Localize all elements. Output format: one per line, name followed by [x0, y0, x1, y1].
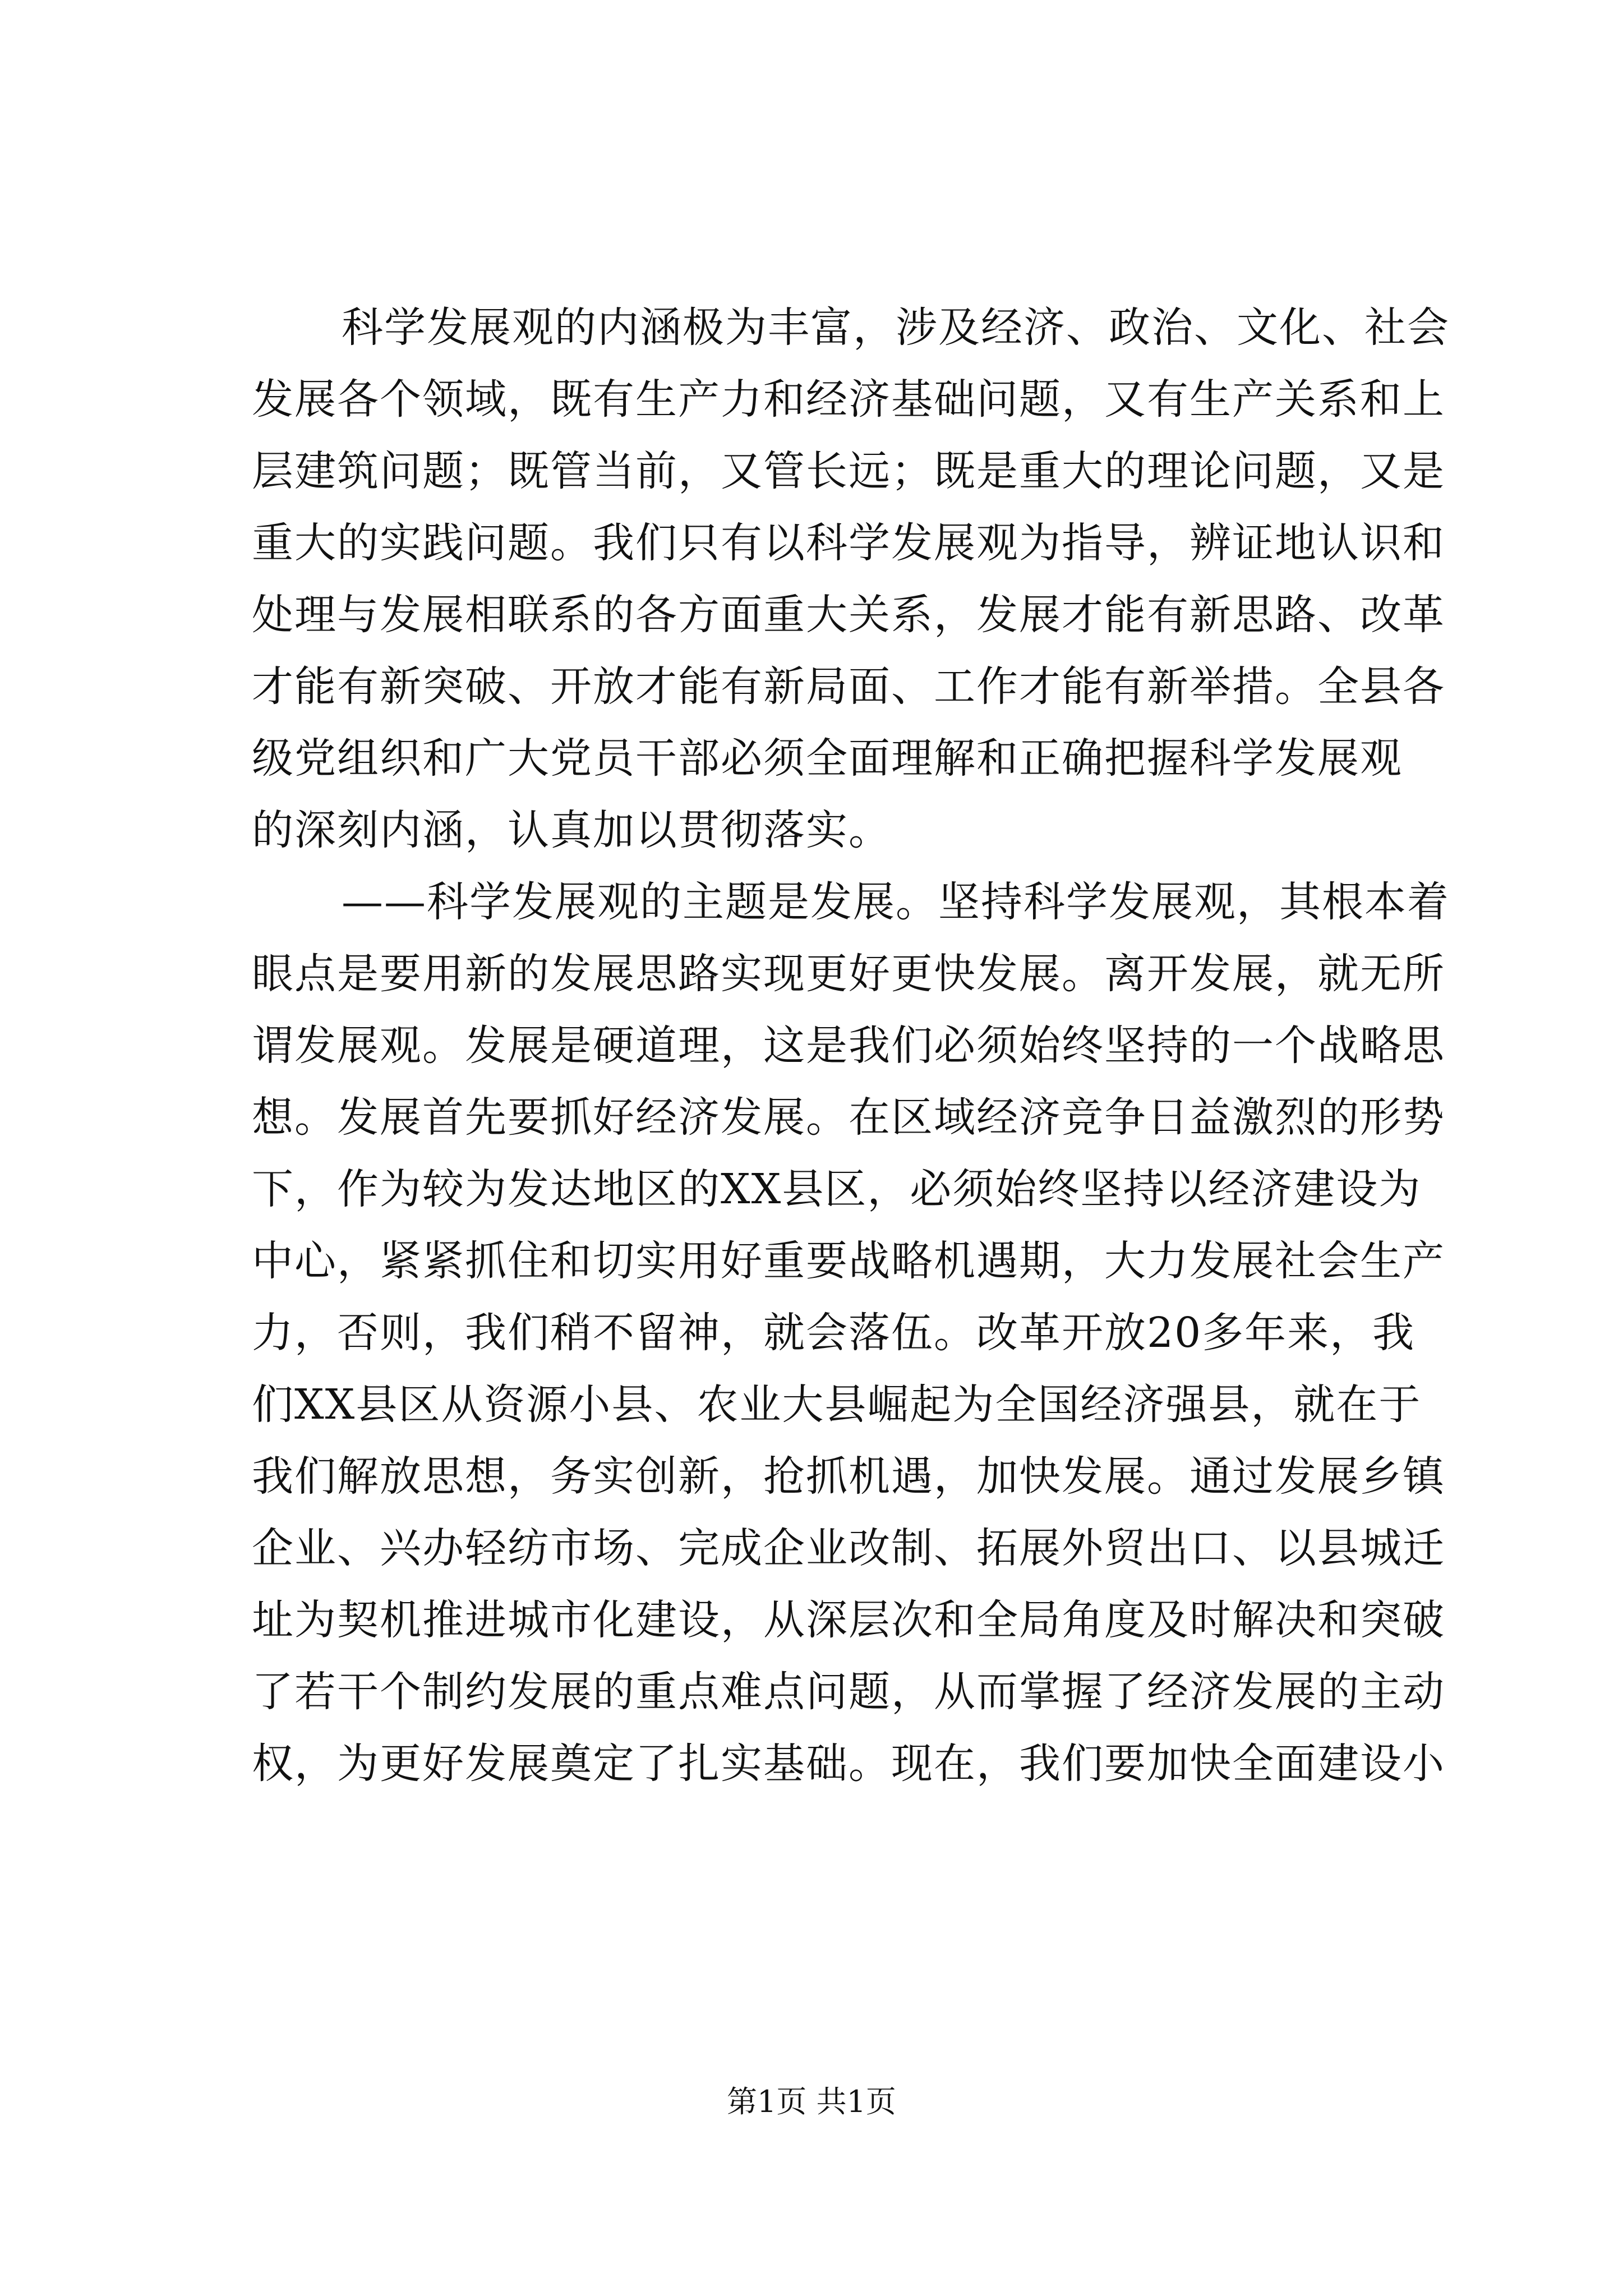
- text-line: 权，为更好发展奠定了扎实基础。现在，我们要加快全面建设小: [252, 1740, 1445, 1788]
- text-line: 眼点是要用新的发展思路实现更好更快发展。离开发展，就无所: [252, 950, 1445, 998]
- text-line: 力，否则，我们稍不留神，就会落伍。改革开放20多年来，我: [252, 1309, 1415, 1357]
- text-line: 科学发展观的内涵极为丰富，涉及经济、政治、文化、社会: [342, 303, 1450, 352]
- text-line: 下，作为较为发达地区的XX县区，必须始终坚持以经济建设为: [252, 1165, 1422, 1213]
- text-line: 企业、兴办轻纺市场、完成企业改制、拓展外贸出口、以县城迁: [252, 1524, 1445, 1572]
- text-line: 处理与发展相联系的各方面重大关系，发展才能有新思路、改革: [252, 591, 1445, 639]
- text-line: 重大的实践问题。我们只有以科学发展观为指导，辨证地认识和: [252, 519, 1445, 567]
- text-line: 级党组织和广大党员干部必须全面理解和正确把握科学发展观: [252, 734, 1403, 783]
- text-line: 的深刻内涵，认真加以贯彻落实。: [252, 806, 891, 854]
- text-line: 谓发展观。发展是硬道理，这是我们必须始终坚持的一个战略思: [252, 1022, 1445, 1070]
- text-line: 了若干个制约发展的重点难点问题，从而掌握了经济发展的主动: [252, 1668, 1445, 1716]
- text-line: ——科学发展观的主题是发展。坚持科学发展观，其根本着: [342, 878, 1450, 926]
- text-line: 层建筑问题；既管当前，又管长远；既是重大的理论问题，又是: [252, 447, 1445, 495]
- paragraph-1: [252, 292, 1450, 866]
- text-line: 想。发展首先要抓好经济发展。在区域经济竞争日益激烈的形势: [252, 1093, 1445, 1142]
- text-line: 才能有新突破、开放才能有新局面、工作才能有新举措。全县各: [252, 662, 1445, 711]
- document-body: [252, 292, 1450, 1800]
- text-line: 发展各个领域，既有生产力和经济基础问题，又有生产关系和上: [252, 375, 1445, 424]
- paragraph-2: [252, 866, 1450, 1800]
- text-line: 们XX县区从资源小县、农业大县崛起为全国经济强县，就在于: [252, 1381, 1422, 1429]
- text-line: 中心，紧紧抓住和切实用好重要战略机遇期，大力发展社会生产: [252, 1237, 1445, 1285]
- page-number-footer: 第1页 共1页: [727, 2084, 896, 2119]
- text-line: 址为契机推进城市化建设，从深层次和全局角度及时解决和突破: [252, 1596, 1445, 1644]
- text-line: 我们解放思想，务实创新，抢抓机遇，加快发展。通过发展乡镇: [252, 1452, 1445, 1501]
